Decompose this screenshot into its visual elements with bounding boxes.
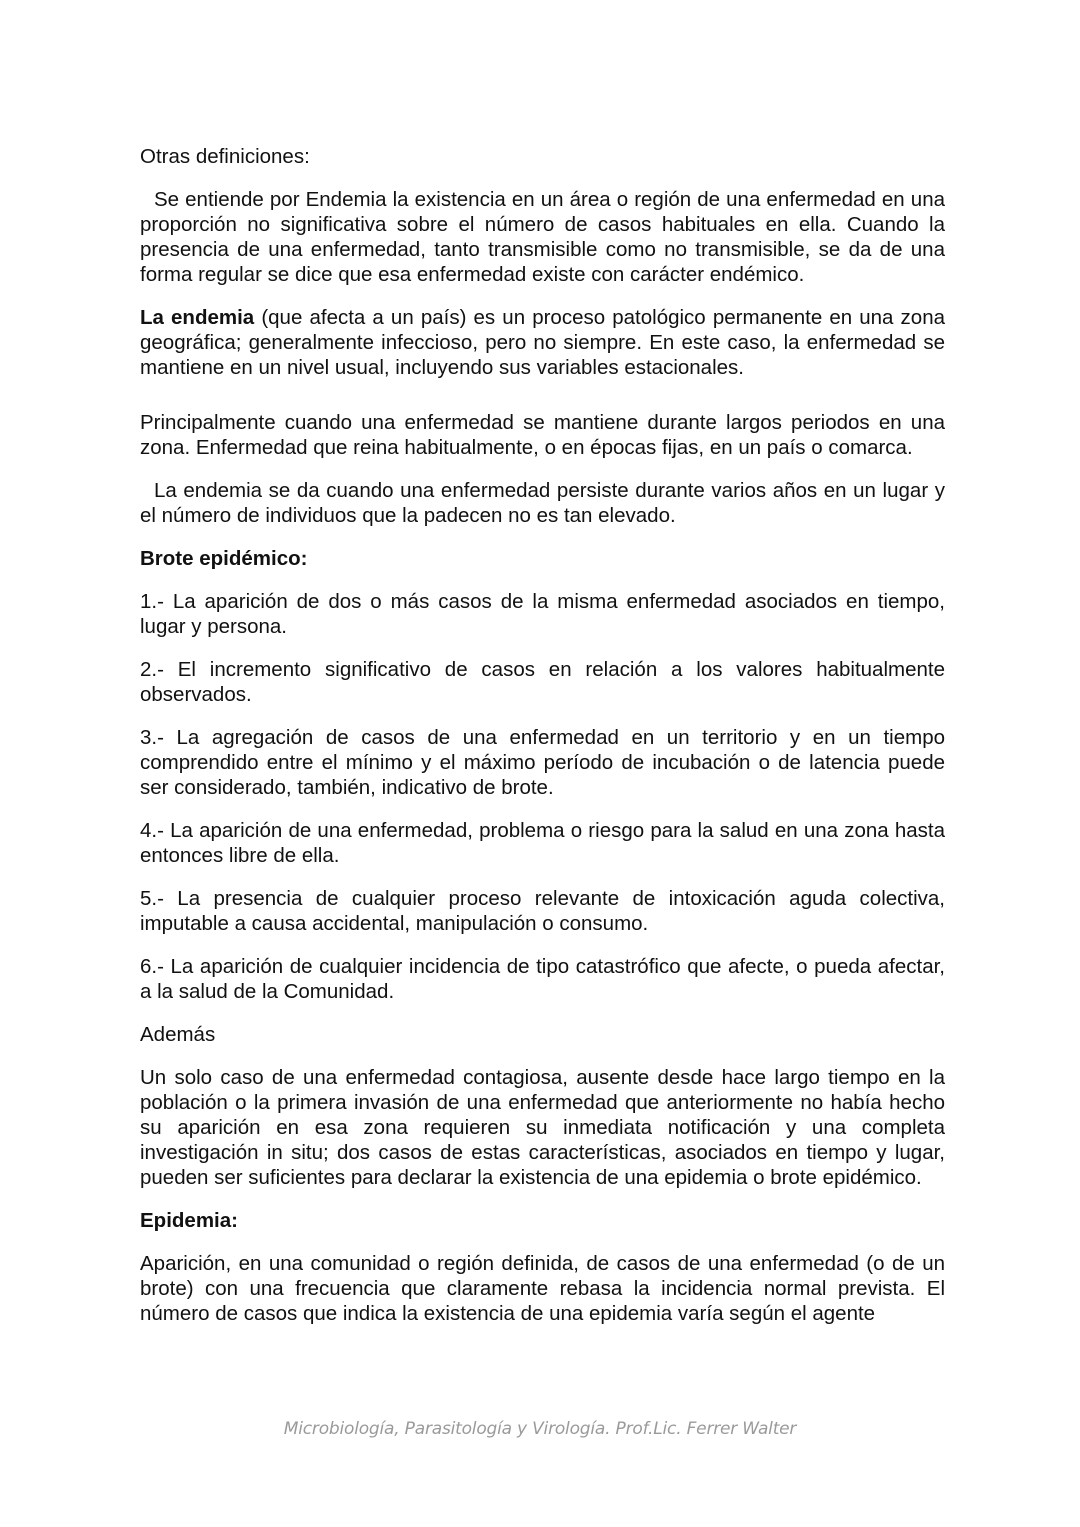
term-la-endemia: La endemia (140, 306, 255, 329)
section-heading-epidemia: Epidemia: (140, 1209, 238, 1232)
paragraph-endemia-definition: Se entiende por Endemia la existencia en un área o región de una enfermedad en una proporción no significativa sobre el número de casos habituales en ella. Cuando la presencia de una enfermedad, tanto transmisible como no transmisible, se da de una forma regular se dice que esa enfermedad existe con carácter endémico. (140, 188, 945, 286)
list-item: 4.- La aparición de una enfermedad, problema o riesgo para la salud en una zona hasta entonces libre de ella. (140, 819, 945, 867)
list-item: 3.- La agregación de casos de una enfermedad en un territorio y en un tiempo comprendido entre el mínimo y el máximo período de incubación o de latencia puede ser considerado, también, indicativo de brote. (140, 726, 945, 799)
list-item: 2.- El incremento significativo de casos en relación a los valores habitualmente observados. (140, 658, 945, 706)
paragraph-endemia-persiste: La endemia se da cuando una enfermedad persiste durante varios años en un lugar y el número de individuos que la padecen no es tan elevado. (140, 479, 945, 527)
paragraph-la-endemia-text: (que afecta a un país) es un proceso patológico permanente en una zona geográfica; generalmente infeccioso, pero no siempre. En este caso, la enfermedad se mantiene en un nivel usual, incluyendo sus variables estacionales. (140, 306, 946, 379)
document-page (140, 144, 945, 1344)
list-item: 6.- La aparición de cualquier incidencia de tipo catastrófico que afecte, o pueda afectar, a la salud de la Comunidad. (140, 955, 945, 1003)
paragraph-un-solo-caso: Un solo caso de una enfermedad contagiosa, ausente desde hace largo tiempo en la población o la primera invasión de una enfermedad que anteriormente no había hecho su aparición en esa zona requieren su inmediata notificación y una completa investigación in situ; dos casos de estas características, asociados en tiempo y lugar, pueden ser suficientes para declarar la existencia de una epidemia o brote epidémico. (140, 1066, 945, 1189)
ademas-label: Además (140, 1023, 216, 1046)
paragraph-la-endemia (140, 305, 945, 380)
list-item: 5.- La presencia de cualquier proceso relevante de intoxicación aguda colectiva, imputable a causa accidental, manipulación o consumo. (140, 887, 945, 935)
intro-heading: Otras definiciones: (140, 145, 310, 168)
paragraph-epidemia-definition: Aparición, en una comunidad o región definida, de casos de una enfermedad (o de un brote) con una frecuencia que claramente rebasa la incidencia normal prevista. El número de casos que indica la existencia de una epidemia varía según el agente (140, 1252, 945, 1325)
page-footer: Microbiología, Parasitología y Virología. Prof.Lic. Ferrer Walter (283, 1419, 797, 1439)
list-item: 1.- La aparición de dos o más casos de la misma enfermedad asociados en tiempo, lugar y persona. (140, 590, 945, 638)
section-heading-brote: Brote epidémico: (140, 547, 308, 570)
paragraph-principalmente: Principalmente cuando una enfermedad se mantiene durante largos periodos en una zona. Enfermedad que reina habitualmente, o en épocas fijas, en un país o comarca. (140, 411, 945, 459)
